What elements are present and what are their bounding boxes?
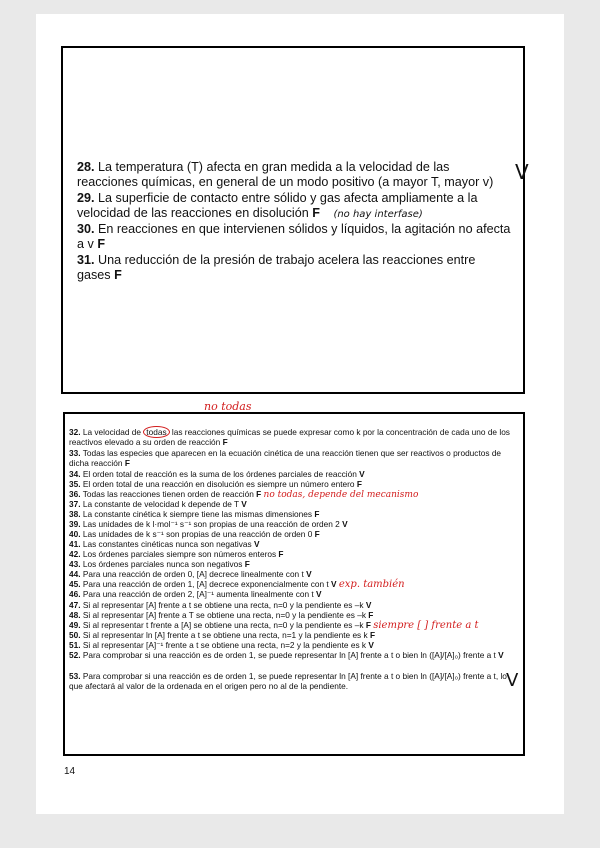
question-39: 39. Las unidades de k l·mol⁻¹ s⁻¹ son propias de una reacción de orden 2 V — [69, 519, 348, 529]
question-28: 28. La temperatura (T) afecta en gran medida a la velocidad de las reacciones químicas, en general de un modo positivo (a mayor T, mayor v) — [77, 160, 494, 189]
question-35: 35. El orden total de una reacción en disolución es siempre un número entero F — [69, 479, 362, 489]
mark-29: F — [312, 205, 320, 220]
note-45: exp. también — [338, 579, 405, 590]
question-49: 49. Si al representar t frente a [A] se obtiene una recta, n=0 y la pendiente es –k F siempre [ ] frente a t — [69, 620, 479, 631]
mark-30: F — [97, 236, 106, 251]
questions-box-top — [61, 46, 529, 394]
question-34: 34. El orden total de reacción es la suma de los órdenes parciales de reacción V — [69, 469, 365, 479]
mark-31: F — [114, 267, 122, 282]
question-45: 45. Para una reacción de orden 1, [A] decrece exponencialmente con t V exp. también — [69, 579, 405, 590]
question-51: 51. Si al representar [A]⁻¹ frente a t se obtiene una recta, n=2 y la pendiente es k V — [69, 640, 374, 650]
questions-box-bottom — [63, 412, 525, 756]
question-33: 33. Todas las especies que aparecen en la ecuación cinética de una reacción tienen que ser reactivos o productos de dicha reacción F — [69, 448, 502, 468]
question-41: 41. Las constantes cinéticas nunca son negativas V — [69, 539, 260, 549]
question-53: 53. Para comprobar si una reacción es de orden 1, se puede representar ln [A] frente a t o bien ln ([A]/[A]₀) frente a t, lo que afectará al valor de la ordenada en el origen pero no al de la pendiente. — [69, 671, 507, 691]
circled-word: todas — [143, 426, 169, 438]
question-30: 30. En reacciones en que intervienen sólidos y líquidos, la agitación no afecta a v F — [77, 222, 511, 251]
check-mark-28: V — [515, 160, 529, 184]
note-36: no todas, depende del mecanismo — [263, 490, 419, 500]
question-31: 31. Una reducción de la presión de trabajo acelera las reacciones entre gases F — [77, 253, 476, 282]
annotation-no-todas: no todas — [204, 400, 252, 413]
question-48: 48. Si al representar [A] frente a T se obtiene una recta, n=0 y la pendiente es –k F — [69, 610, 374, 620]
question-44: 44. Para una reacción de orden 0, [A] decrece linealmente con t V — [69, 569, 312, 579]
question-32: 32. La velocidad de todas las reacciones químicas se puede expresar como k por la concentración de cada uno de los reactivos elevado a su orden de reacción F — [69, 427, 510, 447]
question-52: 52. Para comprobar si una reacción es de orden 1, se puede representar ln [A] frente a t o bien ln ([A]/[A]₀) frente a t V — [69, 650, 504, 660]
question-47: 47. Si al representar [A] frente a t se obtiene una recta, n=0 y la pendiente es –k V — [69, 600, 372, 610]
question-40: 40. Las unidades de k s⁻¹ son propias de una reacción de orden 0 F — [69, 529, 320, 539]
page-number: 14 — [64, 766, 76, 777]
note-49: siempre [ ] frente a t — [373, 620, 479, 631]
question-46: 46. Para una reacción de orden 2, [A]⁻¹ aumenta linealmente con t V — [69, 589, 322, 599]
check-mark-53: V — [506, 670, 519, 691]
note-29: (no hay interfase) — [333, 208, 423, 220]
document-page — [36, 14, 564, 814]
question-38: 38. La constante cinética k siempre tiene las mismas dimensiones F — [69, 509, 320, 519]
question-50: 50. Si al representar ln [A] frente a t se obtiene una recta, n=1 y la pendiente es k F — [69, 630, 376, 640]
question-43: 43. Los órdenes parciales nunca son negativos F — [69, 559, 250, 569]
question-37: 37. La constante de velocidad k depende de T V — [69, 499, 247, 509]
question-36: 36. Todas las reacciones tienen orden de reacción F no todas, depende del mecanismo — [69, 489, 419, 500]
question-42: 42. Los órdenes parciales siempre son números enteros F — [69, 549, 284, 559]
question-29: 29. La superficie de contacto entre sólido y gas afecta ampliamente a la velocidad de las reacciones en disolución F (no hay interfase) — [77, 191, 478, 220]
